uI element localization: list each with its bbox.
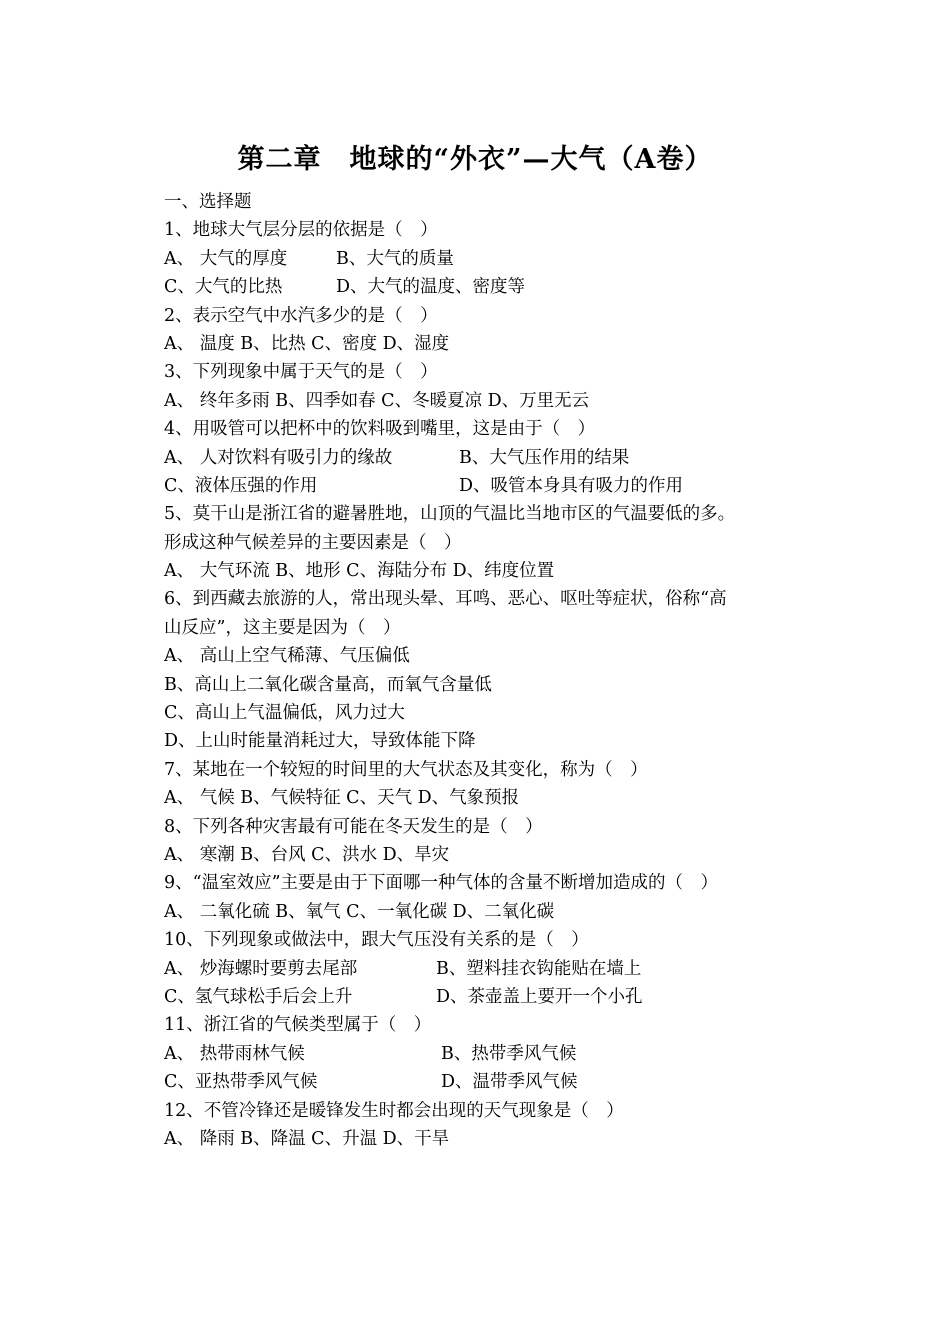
question-stem-continued: 形成这种气候差异的主要因素是（ ）	[164, 532, 462, 553]
question-stem: 5、莫干山是浙江省的避暑胜地，山顶的气温比当地市区的气温要低的多。	[164, 504, 736, 525]
option-row	[164, 273, 804, 301]
question-list	[164, 188, 804, 1153]
option-c: C、亚热带季风气候	[164, 1072, 318, 1093]
option-row	[164, 245, 804, 273]
option-a: A、 热带雨林气候	[164, 1043, 305, 1064]
option-b: B、大气压作用的结果	[459, 447, 630, 468]
option-row: A、 终年多雨 B、四季如春 C、冬暖夏凉 D、万里无云	[164, 390, 590, 411]
question-stem: 2、表示空气中水汽多少的是（ ）	[164, 305, 438, 326]
option-row: A、 温度 B、比热 C、密度 D、湿度	[164, 333, 450, 354]
option-d: D、大气的温度、密度等	[336, 277, 526, 298]
option-c: C、大气的比热	[164, 277, 283, 298]
question-stem: 11、浙江省的气候类型属于（ ）	[164, 1015, 432, 1036]
option-a: A、 高山上空气稀薄、气压偏低	[164, 646, 410, 667]
option-a: A、 人对饮料有吸引力的缘故	[164, 447, 393, 468]
option-row: A、 二氧化硫 B、氧气 C、一氧化碳 D、二氧化碳	[164, 901, 555, 922]
question-stem: 12、不管冷锋还是暖锋发生时都会出现的天气现象是（ ）	[164, 1100, 624, 1121]
option-c: C、液体压强的作用	[164, 475, 318, 496]
option-b: B、大气的质量	[336, 248, 454, 269]
option-d: D、上山时能量消耗过大，导致体能下降	[164, 731, 476, 752]
option-row: A、 降雨 B、降温 C、升温 D、干旱	[164, 1128, 450, 1149]
option-row: A、 大气环流 B、地形 C、海陆分布 D、纬度位置	[164, 561, 555, 582]
option-row	[164, 955, 804, 983]
question-stem: 8、下列各种灾害最有可能在冬天发生的是（ ）	[164, 816, 543, 837]
section-heading: 一、选择题	[164, 192, 252, 212]
option-row: A、 寒潮 B、台风 C、洪水 D、旱灾	[164, 844, 450, 865]
option-row	[164, 1068, 804, 1096]
question-stem: 4、用吸管可以把杯中的饮料吸到嘴里，这是由于（ ）	[164, 419, 596, 440]
question-stem: 6、到西藏去旅游的人，常出现头晕、耳鸣、恶心、呕吐等症状，俗称“高	[164, 589, 727, 610]
option-row	[164, 1040, 804, 1068]
option-row: A、 气候 B、气候特征 C、天气 D、气象预报	[164, 788, 520, 809]
option-d: D、吸管本身具有吸力的作用	[459, 475, 684, 496]
option-a: A、 大气的厚度	[164, 248, 288, 269]
question-stem: 1、地球大气层分层的依据是（ ）	[164, 220, 438, 241]
option-row	[164, 983, 804, 1011]
question-stem: 3、下列现象中属于天气的是（ ）	[164, 362, 438, 383]
question-stem: 7、某地在一个较短的时间里的大气状态及其变化，称为（ ）	[164, 759, 648, 780]
option-d: D、温带季风气候	[441, 1072, 578, 1093]
question-stem: 9、“温室效应”主要是由于下面哪一种气体的含量不断增加造成的（ ）	[164, 873, 719, 894]
option-c: C、高山上气温偏低，风力过大	[164, 703, 405, 724]
option-b: B、塑料挂衣钩能贴在墙上	[436, 958, 642, 979]
question-stem-continued: 山反应”，这主要是因为（ ）	[164, 617, 401, 638]
document-title: 第二章 地球的“外衣”—大气（A卷）	[237, 144, 713, 175]
option-a: A、 炒海螺时要剪去尾部	[164, 958, 358, 979]
option-b: B、高山上二氧化碳含量高，而氧气含量低	[164, 674, 492, 695]
option-row	[164, 444, 804, 472]
option-row	[164, 472, 804, 500]
option-c: C、氢气球松手后会上升	[164, 986, 353, 1007]
option-d: D、茶壶盖上要开一个小孔	[436, 986, 643, 1007]
question-stem: 10、下列现象或做法中，跟大气压没有关系的是（ ）	[164, 930, 589, 951]
option-b: B、热带季风气候	[441, 1043, 577, 1064]
